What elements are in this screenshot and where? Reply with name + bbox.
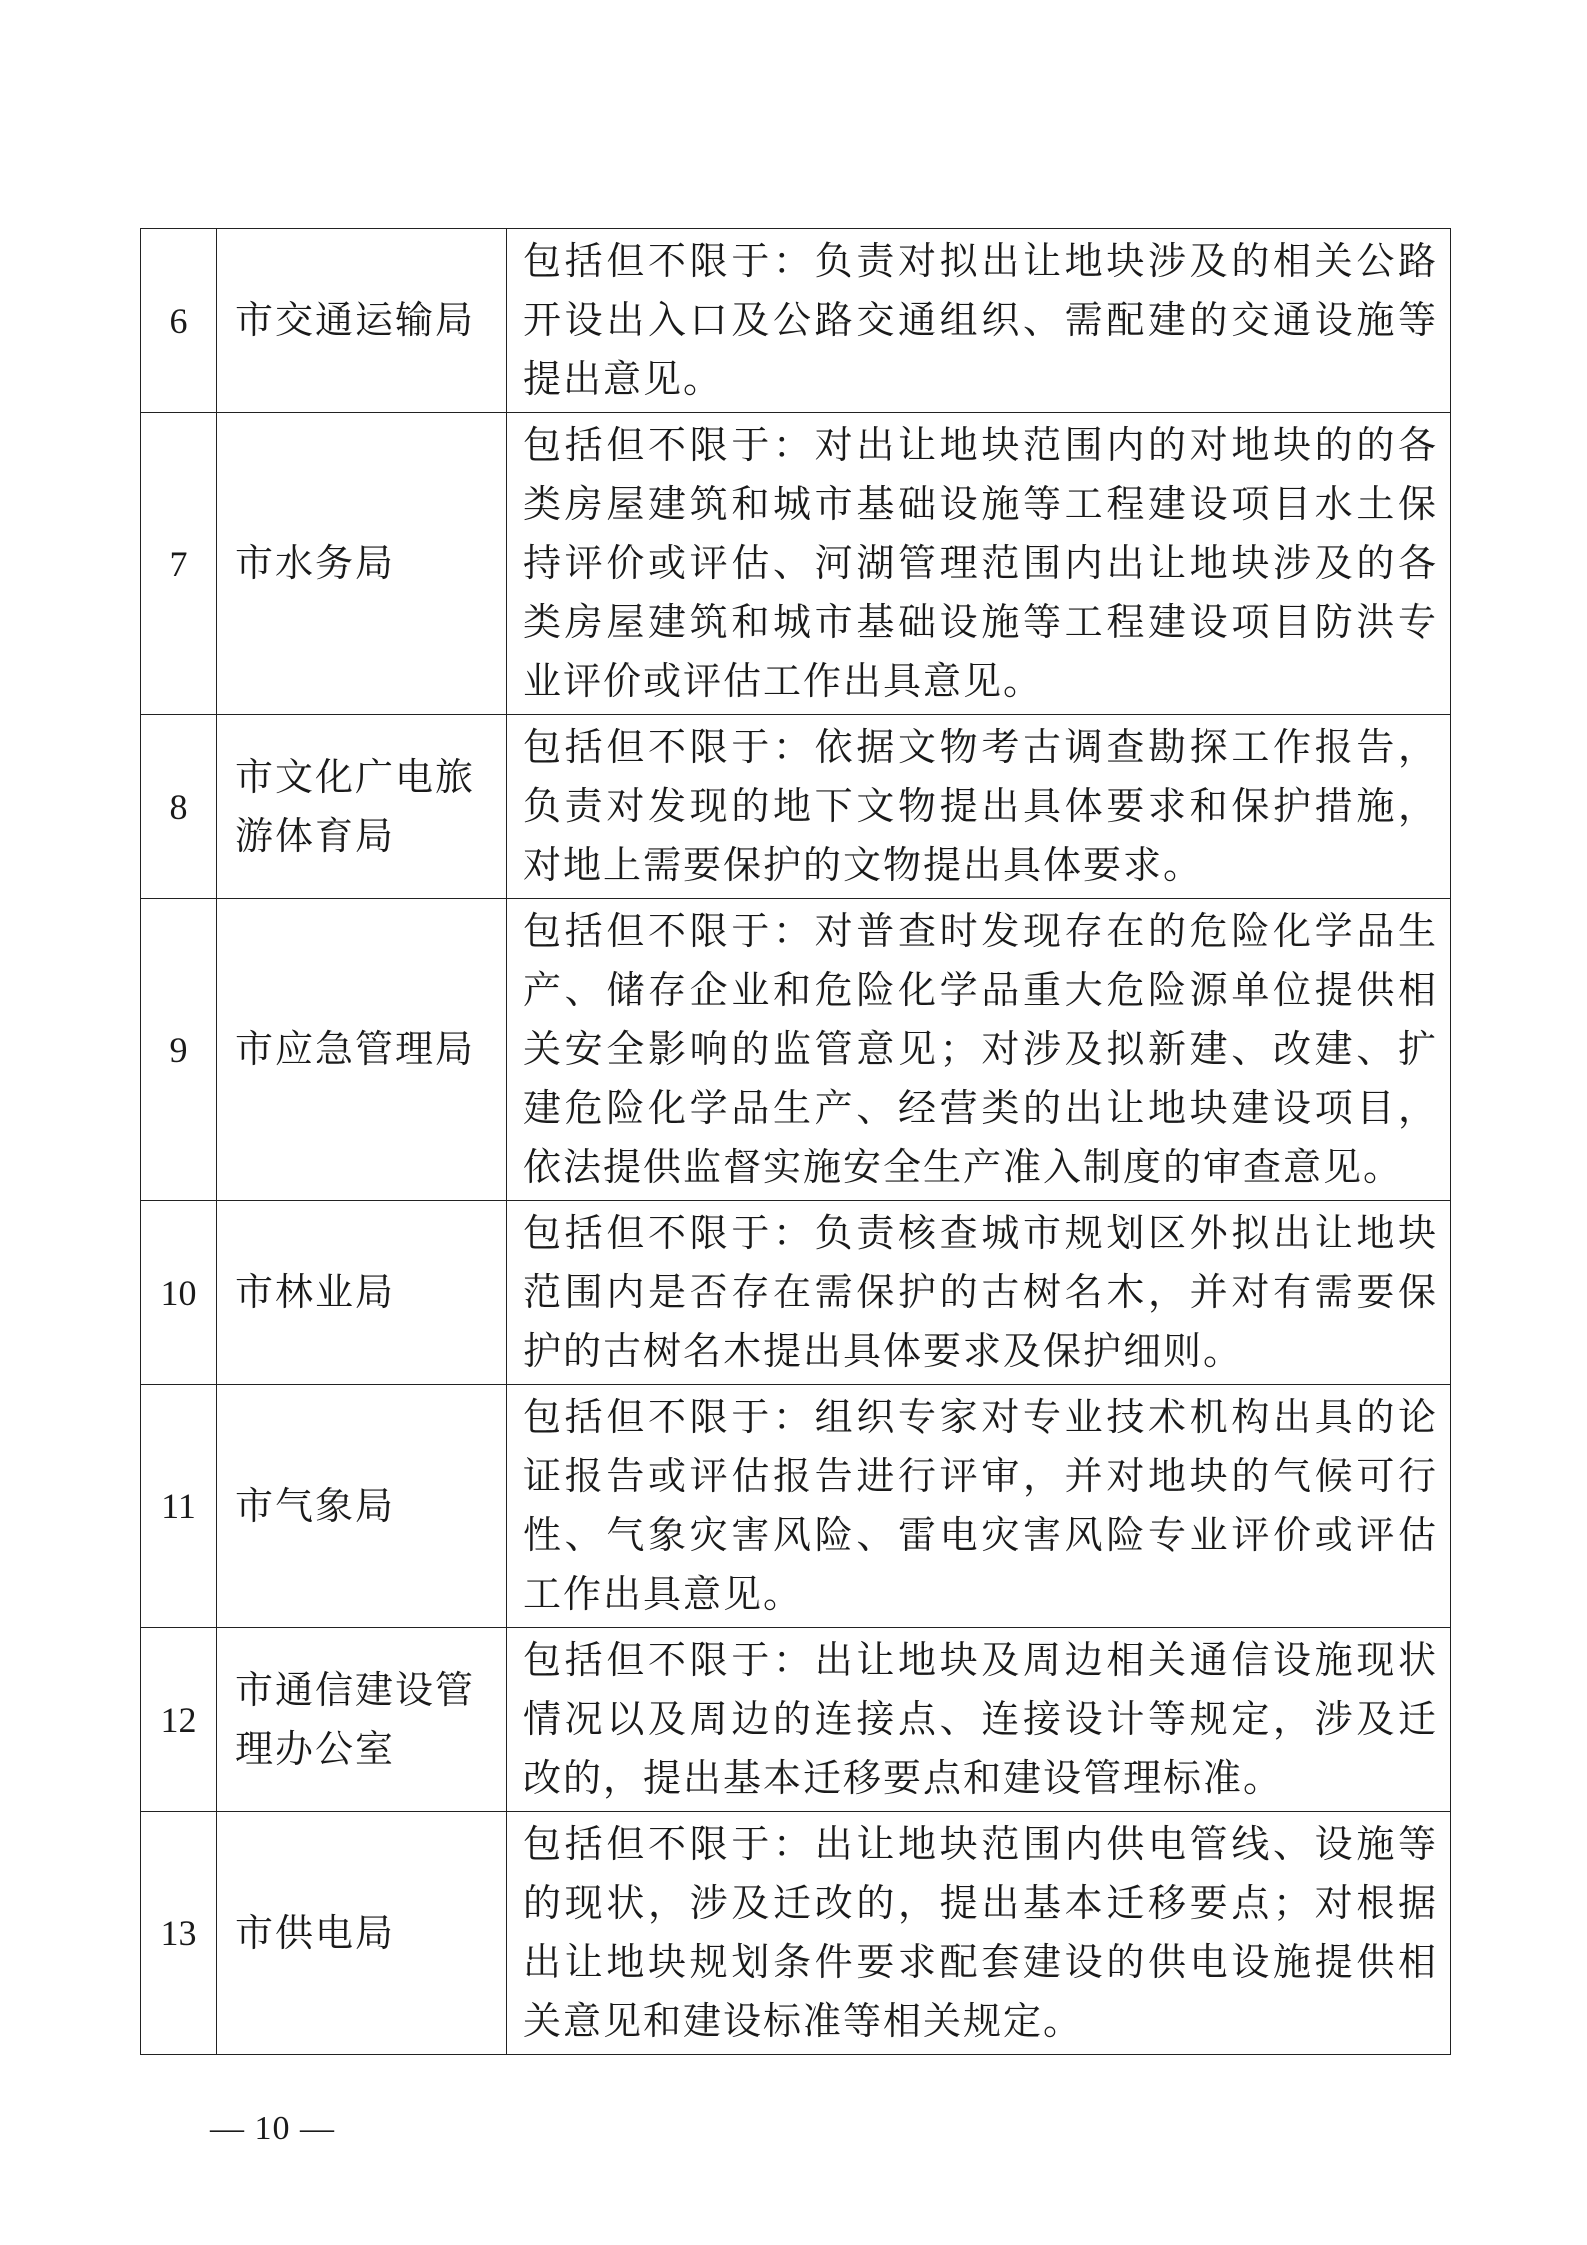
- row-number: 11: [141, 1385, 217, 1628]
- department-name: 市通信建设管理办公室: [217, 1628, 507, 1812]
- row-number: 8: [141, 715, 217, 899]
- department-name: 市林业局: [217, 1201, 507, 1385]
- page-number: — 10 —: [210, 2110, 335, 2147]
- row-number: 9: [141, 899, 217, 1201]
- department-name: 市供电局: [217, 1812, 507, 2055]
- table-row: [141, 1628, 1451, 1812]
- table-row: [141, 413, 1451, 715]
- duty-description: 包括但不限于：出让地块范围内供电管线、设施等的现状，涉及迁改的，提出基本迁移要点；对根据出让地块规划条件要求配套建设的供电设施提供相关意见和建设标准等相关规定。: [507, 1812, 1451, 2055]
- department-duty-table: [140, 228, 1451, 2055]
- department-name: 市应急管理局: [217, 899, 507, 1201]
- table-row: [141, 1385, 1451, 1628]
- duty-description: 包括但不限于：对普查时发现存在的危险化学品生产、储存企业和危险化学品重大危险源单位提供相关安全影响的监管意见；对涉及拟新建、改建、扩建危险化学品生产、经营类的出让地块建设项目，依法提供监督实施安全生产准入制度的审查意见。: [507, 899, 1451, 1201]
- row-number: 13: [141, 1812, 217, 2055]
- duty-description: 包括但不限于：依据文物考古调查勘探工作报告，负责对发现的地下文物提出具体要求和保护措施，对地上需要保护的文物提出具体要求。: [507, 715, 1451, 899]
- duty-description: 包括但不限于：对出让地块范围内的对地块的的各类房屋建筑和城市基础设施等工程建设项目水土保持评价或评估、河湖管理范围内出让地块涉及的各类房屋建筑和城市基础设施等工程建设项目防洪专业评价或评估工作出具意见。: [507, 413, 1451, 715]
- table-row: [141, 1812, 1451, 2055]
- duty-description: 包括但不限于：出让地块及周边相关通信设施现状情况以及周边的连接点、连接设计等规定，涉及迁改的，提出基本迁移要点和建设管理标准。: [507, 1628, 1451, 1812]
- row-number: 12: [141, 1628, 217, 1812]
- row-number: 10: [141, 1201, 217, 1385]
- table-row: [141, 899, 1451, 1201]
- department-name: 市水务局: [217, 413, 507, 715]
- department-name: 市交通运输局: [217, 229, 507, 413]
- table-row: [141, 1201, 1451, 1385]
- table-row: [141, 229, 1451, 413]
- row-number: 6: [141, 229, 217, 413]
- table-row: [141, 715, 1451, 899]
- duty-description: 包括但不限于：负责对拟出让地块涉及的相关公路开设出入口及公路交通组织、需配建的交通设施等提出意见。: [507, 229, 1451, 413]
- department-name: 市气象局: [217, 1385, 507, 1628]
- row-number: 7: [141, 413, 217, 715]
- duty-description: 包括但不限于：负责核查城市规划区外拟出让地块范围内是否存在需保护的古树名木，并对有需要保护的古树名木提出具体要求及保护细则。: [507, 1201, 1451, 1385]
- department-name: 市文化广电旅游体育局: [217, 715, 507, 899]
- duty-description: 包括但不限于：组织专家对专业技术机构出具的论证报告或评估报告进行评审，并对地块的气候可行性、气象灾害风险、雷电灾害风险专业评价或评估工作出具意见。: [507, 1385, 1451, 1628]
